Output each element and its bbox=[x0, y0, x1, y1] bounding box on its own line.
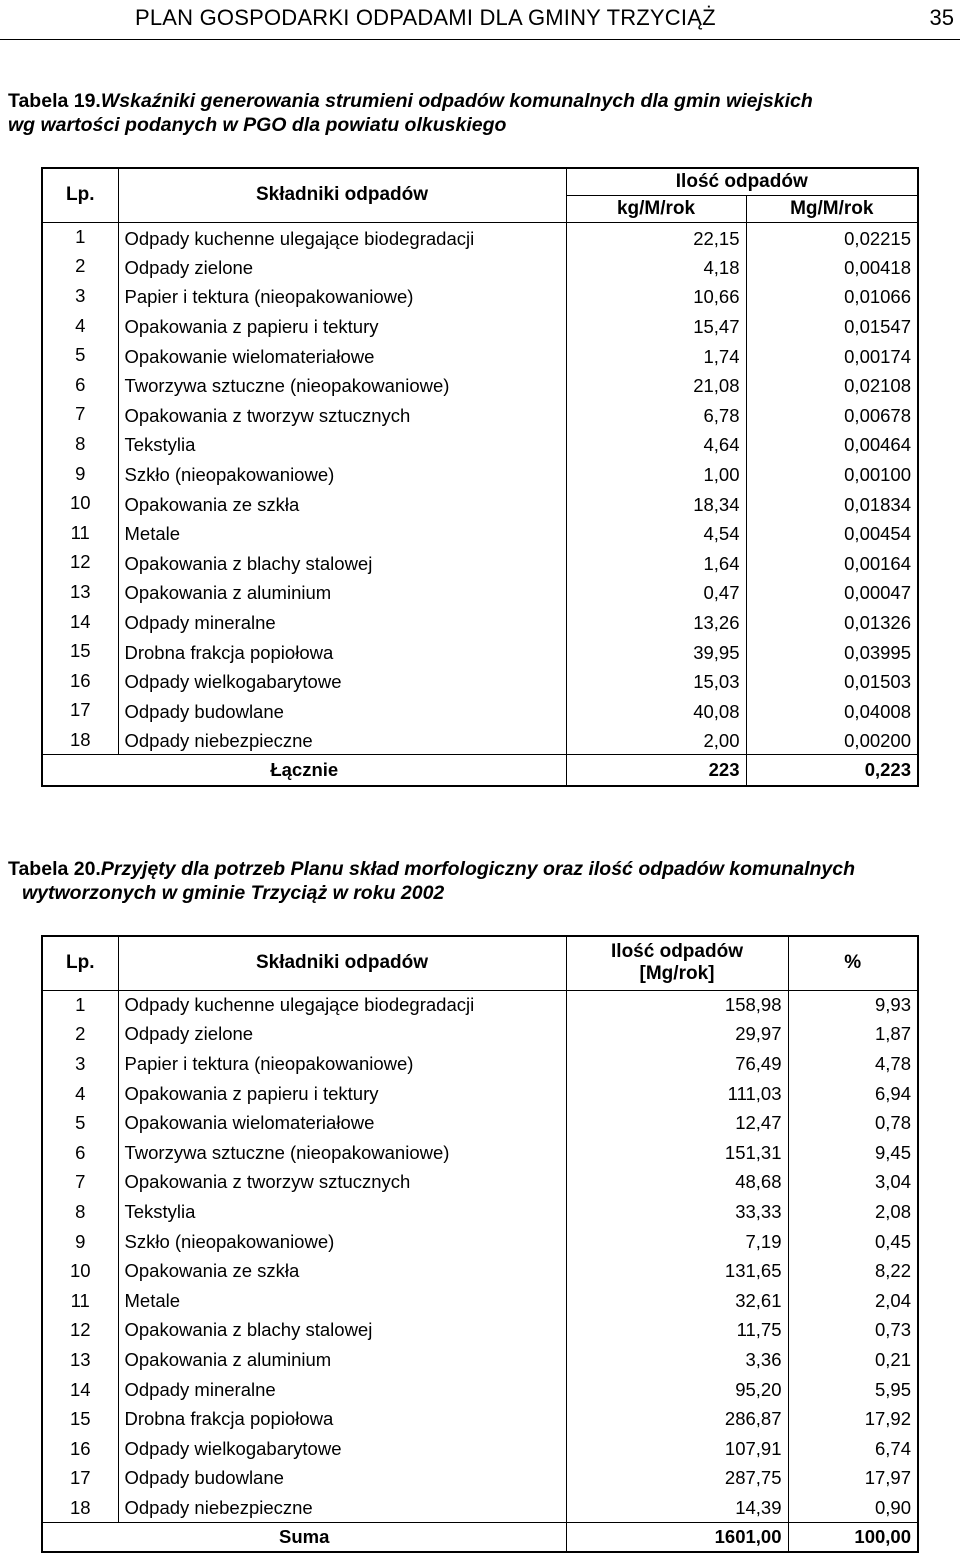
table-20-cell-name: Odpady kuchenne ulegające biodegradacji bbox=[118, 990, 566, 1020]
table-19-cell-name: Opakowanie wielomateriałowe bbox=[118, 340, 566, 370]
table-row bbox=[42, 1434, 918, 1464]
table-20-cell-name: Opakowania wielomateriałowe bbox=[118, 1108, 566, 1138]
table-row bbox=[42, 1138, 918, 1168]
table-20-cell-name: Tekstylia bbox=[118, 1197, 566, 1227]
table-19-total-label: Łącznie bbox=[42, 755, 566, 786]
table-20-cell-lp: 8 bbox=[42, 1197, 118, 1227]
table-19-cell-lp: 8 bbox=[42, 429, 118, 459]
table-19-col-amount: Ilość odpadów bbox=[566, 168, 918, 195]
table-row bbox=[42, 1256, 918, 1286]
table-20-cell-lp: 7 bbox=[42, 1168, 118, 1198]
table-row bbox=[42, 577, 918, 607]
table-20-cell-name: Metale bbox=[118, 1286, 566, 1316]
table-19-header-row bbox=[42, 168, 918, 195]
table-20-cell-name: Tworzywa sztuczne (nieopakowaniowe) bbox=[118, 1138, 566, 1168]
document-title: PLAN GOSPODARKI ODPADAMI DLA GMINY TRZYCIĄŻ bbox=[135, 5, 716, 30]
table-20-cell-name: Opakowania z aluminium bbox=[118, 1345, 566, 1375]
table-row bbox=[42, 429, 918, 459]
table-row bbox=[42, 1316, 918, 1346]
table-20-cell-lp: 9 bbox=[42, 1227, 118, 1257]
table-19-cell-mg: 0,01547 bbox=[746, 311, 918, 341]
table-19-cell-name: Opakowania z papieru i tektury bbox=[118, 311, 566, 341]
table-row bbox=[42, 1404, 918, 1434]
table-20-cell-pct: 0,21 bbox=[788, 1345, 918, 1375]
table-row bbox=[42, 340, 918, 370]
table-20-cell-amount: 76,49 bbox=[566, 1049, 788, 1079]
table-19-cell-mg: 0,00047 bbox=[746, 577, 918, 607]
table-19-cell-mg: 0,00200 bbox=[746, 725, 918, 755]
table-20-cell-name: Drobna frakcja popiołowa bbox=[118, 1404, 566, 1434]
table-19-cell-mg: 0,01326 bbox=[746, 607, 918, 637]
table-19-cell-mg: 0,00418 bbox=[746, 252, 918, 282]
table-19-cell-name: Opakowania z aluminium bbox=[118, 577, 566, 607]
table-20-cell-name: Odpady budowlane bbox=[118, 1464, 566, 1494]
table-19-col-kg: kg/M/rok bbox=[566, 195, 746, 222]
table-20-col-lp: Lp. bbox=[42, 936, 118, 990]
table-19-cell-lp: 15 bbox=[42, 636, 118, 666]
table-20-caption bbox=[8, 857, 938, 905]
table-20-cell-amount: 151,31 bbox=[566, 1138, 788, 1168]
table-row bbox=[42, 370, 918, 400]
table-20-cell-lp: 11 bbox=[42, 1286, 118, 1316]
table-20-cell-pct: 6,94 bbox=[788, 1079, 918, 1109]
table-19-cell-kg: 1,74 bbox=[566, 340, 746, 370]
table-20-cell-pct: 0,78 bbox=[788, 1108, 918, 1138]
table-20-cell-pct: 2,04 bbox=[788, 1286, 918, 1316]
table-19-cell-mg: 0,01066 bbox=[746, 281, 918, 311]
table-20-cell-name: Papier i tektura (nieopakowaniowe) bbox=[118, 1049, 566, 1079]
table-19-total-kg: 223 bbox=[566, 755, 746, 786]
table-row bbox=[42, 1079, 918, 1109]
table-row bbox=[42, 636, 918, 666]
table-19-cell-name: Opakowania z blachy stalowej bbox=[118, 548, 566, 578]
table-20-cell-lp: 2 bbox=[42, 1020, 118, 1050]
table-20-cell-amount: 32,61 bbox=[566, 1286, 788, 1316]
table-20-cell-pct: 5,95 bbox=[788, 1375, 918, 1405]
table-19-cell-lp: 2 bbox=[42, 252, 118, 282]
table-row bbox=[42, 1464, 918, 1494]
page-header bbox=[0, 0, 960, 40]
table-row bbox=[42, 696, 918, 726]
table-19-cell-kg: 13,26 bbox=[566, 607, 746, 637]
table-20-cell-lp: 6 bbox=[42, 1138, 118, 1168]
table-20-cell-name: Opakowania z tworzyw sztucznych bbox=[118, 1168, 566, 1198]
table-19-cell-lp: 14 bbox=[42, 607, 118, 637]
table-19-cell-name: Odpady budowlane bbox=[118, 696, 566, 726]
table-20-cell-name: Odpady mineralne bbox=[118, 1375, 566, 1405]
table-19-caption-line2: wg wartości podanych w PGO dla powiatu olkuskiego bbox=[8, 114, 507, 136]
table-19-cell-name: Tworzywa sztuczne (nieopakowaniowe) bbox=[118, 370, 566, 400]
table-19-cell-kg: 2,00 bbox=[566, 725, 746, 755]
table-19-cell-kg: 4,18 bbox=[566, 252, 746, 282]
table-20-cell-lp: 5 bbox=[42, 1108, 118, 1138]
table-19-cell-mg: 0,00464 bbox=[746, 429, 918, 459]
table-19-caption-line1: Wskaźniki generowania strumieni odpadów komunalnych dla gmin wiejskich bbox=[100, 90, 813, 112]
table-20-col-pct: % bbox=[788, 936, 918, 990]
table-19-cell-lp: 18 bbox=[42, 725, 118, 755]
table-20-total-amount: 1601,00 bbox=[566, 1523, 788, 1552]
table-19-cell-kg: 40,08 bbox=[566, 696, 746, 726]
table-row bbox=[42, 1227, 918, 1257]
table-20-cell-amount: 158,98 bbox=[566, 990, 788, 1020]
table-20-cell-amount: 111,03 bbox=[566, 1079, 788, 1109]
table-19-cell-name: Odpady wielkogabarytowe bbox=[118, 666, 566, 696]
table-19-cell-kg: 6,78 bbox=[566, 400, 746, 430]
table-19-cell-lp: 4 bbox=[42, 311, 118, 341]
table-20-cell-pct: 0,45 bbox=[788, 1227, 918, 1257]
table-20-cell-amount: 107,91 bbox=[566, 1434, 788, 1464]
table-19-cell-kg: 10,66 bbox=[566, 281, 746, 311]
table-19-col-mg: Mg/M/rok bbox=[746, 195, 918, 222]
table-20-cell-name: Opakowania ze szkła bbox=[118, 1256, 566, 1286]
table-20-cell-amount: 95,20 bbox=[566, 1375, 788, 1405]
table-20-cell-pct: 0,90 bbox=[788, 1493, 918, 1523]
table-20 bbox=[41, 935, 919, 1553]
table-19-cell-mg: 0,02108 bbox=[746, 370, 918, 400]
table-19-cell-kg: 1,00 bbox=[566, 459, 746, 489]
table-row bbox=[42, 488, 918, 518]
table-19-cell-lp: 7 bbox=[42, 400, 118, 430]
table-19-cell-name: Tekstylia bbox=[118, 429, 566, 459]
table-20-cell-name: Opakowania z blachy stalowej bbox=[118, 1316, 566, 1346]
table-20-cell-lp: 12 bbox=[42, 1316, 118, 1346]
table-19-cell-lp: 16 bbox=[42, 666, 118, 696]
table-20-cell-pct: 9,93 bbox=[788, 990, 918, 1020]
table-19-cell-mg: 0,00678 bbox=[746, 400, 918, 430]
table-19-cell-mg: 0,00454 bbox=[746, 518, 918, 548]
table-19-cell-lp: 13 bbox=[42, 577, 118, 607]
table-19-cell-mg: 0,03995 bbox=[746, 636, 918, 666]
table-19-label: Tabela 19. bbox=[8, 90, 101, 112]
table-19-total-row bbox=[42, 755, 918, 786]
table-20-cell-amount: 3,36 bbox=[566, 1345, 788, 1375]
table-20-cell-lp: 15 bbox=[42, 1404, 118, 1434]
table-row bbox=[42, 666, 918, 696]
table-20-cell-name: Odpady niebezpieczne bbox=[118, 1493, 566, 1523]
table-20-cell-pct: 6,74 bbox=[788, 1434, 918, 1464]
table-20-cell-lp: 17 bbox=[42, 1464, 118, 1494]
table-20-cell-pct: 17,92 bbox=[788, 1404, 918, 1434]
table-20-cell-pct: 0,73 bbox=[788, 1316, 918, 1346]
table-19-cell-lp: 12 bbox=[42, 548, 118, 578]
table-19-cell-lp: 17 bbox=[42, 696, 118, 726]
table-19-cell-name: Drobna frakcja popiołowa bbox=[118, 636, 566, 666]
table-20-col-amount bbox=[566, 936, 788, 990]
table-19-cell-lp: 1 bbox=[42, 222, 118, 252]
table-19-cell-mg: 0,04008 bbox=[746, 696, 918, 726]
table-20-cell-name: Odpady zielone bbox=[118, 1020, 566, 1050]
table-19-cell-name: Szkło (nieopakowaniowe) bbox=[118, 459, 566, 489]
table-19-cell-mg: 0,00164 bbox=[746, 548, 918, 578]
table-19-cell-kg: 4,54 bbox=[566, 518, 746, 548]
table-19-cell-name: Odpady zielone bbox=[118, 252, 566, 282]
table-row bbox=[42, 548, 918, 578]
table-20-cell-pct: 9,45 bbox=[788, 1138, 918, 1168]
table-19-caption bbox=[8, 89, 908, 137]
table-20-label: Tabela 20. bbox=[8, 858, 101, 880]
table-20-cell-amount: 287,75 bbox=[566, 1464, 788, 1494]
table-row bbox=[42, 459, 918, 489]
table-20-cell-pct: 17,97 bbox=[788, 1464, 918, 1494]
table-19-cell-kg: 39,95 bbox=[566, 636, 746, 666]
table-19-cell-kg: 15,03 bbox=[566, 666, 746, 696]
table-20-total-row bbox=[42, 1523, 918, 1552]
table-19-cell-kg: 0,47 bbox=[566, 577, 746, 607]
table-20-cell-lp: 14 bbox=[42, 1375, 118, 1405]
table-row bbox=[42, 1108, 918, 1138]
table-19-cell-lp: 9 bbox=[42, 459, 118, 489]
table-20-cell-amount: 29,97 bbox=[566, 1020, 788, 1050]
table-19-cell-name: Opakowania ze szkła bbox=[118, 488, 566, 518]
table-row bbox=[42, 281, 918, 311]
table-20-cell-lp: 1 bbox=[42, 990, 118, 1020]
table-row bbox=[42, 311, 918, 341]
table-19-cell-kg: 1,64 bbox=[566, 548, 746, 578]
table-20-cell-pct: 4,78 bbox=[788, 1049, 918, 1079]
table-20-cell-amount: 14,39 bbox=[566, 1493, 788, 1523]
table-20-cell-pct: 2,08 bbox=[788, 1197, 918, 1227]
table-20-cell-lp: 3 bbox=[42, 1049, 118, 1079]
table-19 bbox=[41, 167, 919, 787]
table-20-cell-name: Odpady wielkogabarytowe bbox=[118, 1434, 566, 1464]
table-20-col-name: Składniki odpadów bbox=[118, 936, 566, 990]
table-row bbox=[42, 518, 918, 548]
table-row bbox=[42, 1345, 918, 1375]
table-row bbox=[42, 1168, 918, 1198]
table-20-cell-amount: 286,87 bbox=[566, 1404, 788, 1434]
table-row bbox=[42, 607, 918, 637]
table-20-cell-amount: 12,47 bbox=[566, 1108, 788, 1138]
table-row bbox=[42, 990, 918, 1020]
table-row bbox=[42, 252, 918, 282]
table-20-col-amount-line1: Ilość odpadów bbox=[611, 941, 743, 963]
table-19-cell-kg: 22,15 bbox=[566, 222, 746, 252]
table-20-cell-lp: 10 bbox=[42, 1256, 118, 1286]
table-20-cell-amount: 7,19 bbox=[566, 1227, 788, 1257]
table-19-cell-name: Odpady niebezpieczne bbox=[118, 725, 566, 755]
table-19-cell-name: Opakowania z tworzyw sztucznych bbox=[118, 400, 566, 430]
table-row bbox=[42, 1493, 918, 1523]
table-20-cell-amount: 33,33 bbox=[566, 1197, 788, 1227]
table-19-cell-name: Metale bbox=[118, 518, 566, 548]
page-number: 35 bbox=[929, 5, 954, 30]
table-20-cell-pct: 8,22 bbox=[788, 1256, 918, 1286]
table-20-cell-lp: 13 bbox=[42, 1345, 118, 1375]
table-20-cell-amount: 131,65 bbox=[566, 1256, 788, 1286]
table-19-cell-name: Odpady kuchenne ulegające biodegradacji bbox=[118, 222, 566, 252]
table-19-total-mg: 0,223 bbox=[746, 755, 918, 786]
table-20-header-row bbox=[42, 936, 918, 990]
table-19-cell-kg: 21,08 bbox=[566, 370, 746, 400]
table-20-caption-line2: wytworzonych w gminie Trzyciąż w roku 2002 bbox=[22, 882, 445, 904]
table-20-col-amount-line2: [Mg/rok] bbox=[639, 963, 715, 985]
table-row bbox=[42, 1375, 918, 1405]
table-19-cell-kg: 18,34 bbox=[566, 488, 746, 518]
table-20-total-label: Suma bbox=[42, 1523, 566, 1552]
table-row bbox=[42, 1049, 918, 1079]
table-19-cell-lp: 11 bbox=[42, 518, 118, 548]
table-20-cell-name: Szkło (nieopakowaniowe) bbox=[118, 1227, 566, 1257]
table-19-col-lp: Lp. bbox=[42, 168, 118, 222]
table-19-col-name: Składniki odpadów bbox=[118, 168, 566, 222]
table-row bbox=[42, 1286, 918, 1316]
table-19-cell-lp: 3 bbox=[42, 281, 118, 311]
table-19-cell-mg: 0,00174 bbox=[746, 340, 918, 370]
table-20-total-pct: 100,00 bbox=[788, 1523, 918, 1552]
table-20-cell-amount: 48,68 bbox=[566, 1168, 788, 1198]
table-row bbox=[42, 725, 918, 755]
table-19-cell-mg: 0,02215 bbox=[746, 222, 918, 252]
table-20-cell-lp: 16 bbox=[42, 1434, 118, 1464]
table-20-cell-lp: 18 bbox=[42, 1493, 118, 1523]
table-19-cell-lp: 10 bbox=[42, 488, 118, 518]
table-19-cell-lp: 5 bbox=[42, 340, 118, 370]
table-19-cell-name: Papier i tektura (nieopakowaniowe) bbox=[118, 281, 566, 311]
table-19-cell-mg: 0,00100 bbox=[746, 459, 918, 489]
table-20-cell-name: Opakowania z papieru i tektury bbox=[118, 1079, 566, 1109]
table-row bbox=[42, 1197, 918, 1227]
table-20-cell-pct: 3,04 bbox=[788, 1168, 918, 1198]
table-19-cell-name: Odpady mineralne bbox=[118, 607, 566, 637]
table-19-cell-mg: 0,01834 bbox=[746, 488, 918, 518]
table-20-cell-pct: 1,87 bbox=[788, 1020, 918, 1050]
table-19-cell-kg: 15,47 bbox=[566, 311, 746, 341]
table-19-cell-kg: 4,64 bbox=[566, 429, 746, 459]
table-19-cell-lp: 6 bbox=[42, 370, 118, 400]
table-row bbox=[42, 1020, 918, 1050]
table-20-cell-amount: 11,75 bbox=[566, 1316, 788, 1346]
table-20-caption-line1: Przyjęty dla potrzeb Planu skład morfologiczny oraz ilość odpadów komunalnych bbox=[100, 858, 855, 880]
table-20-cell-lp: 4 bbox=[42, 1079, 118, 1109]
table-row bbox=[42, 400, 918, 430]
table-row bbox=[42, 222, 918, 252]
table-19-cell-mg: 0,01503 bbox=[746, 666, 918, 696]
